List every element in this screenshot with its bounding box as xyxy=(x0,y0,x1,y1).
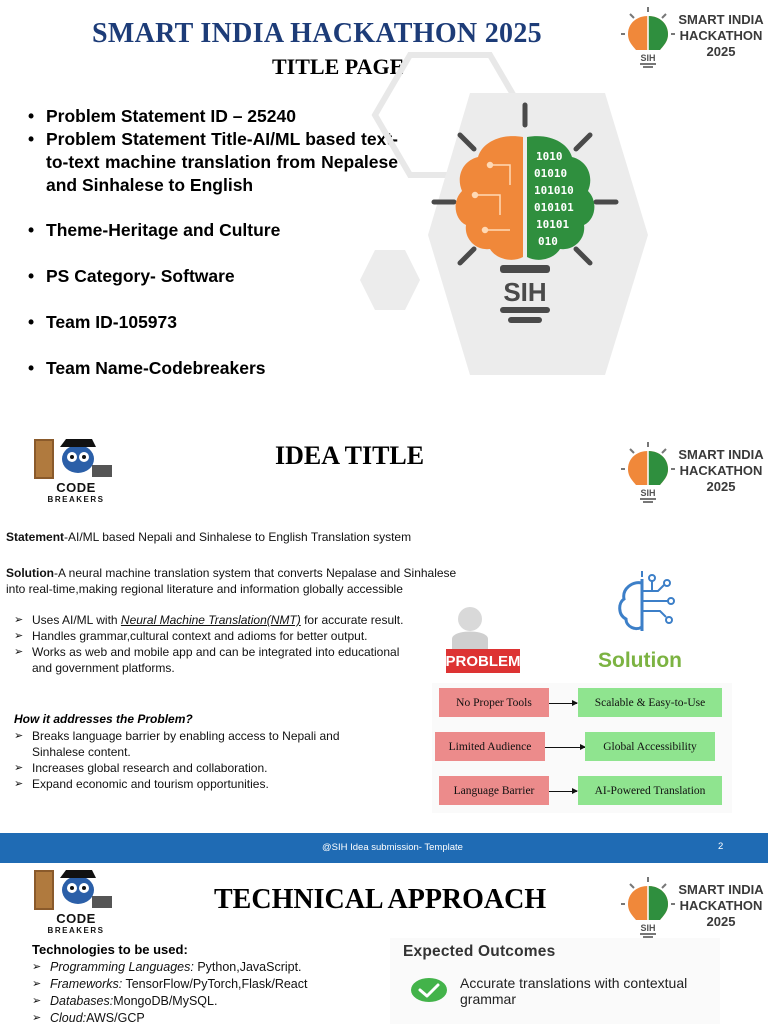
slide-subtitle: TITLE PAGE xyxy=(272,54,405,79)
list-item: ➢ Programming Languages: Python,JavaScript. xyxy=(32,959,307,976)
solution-box: AI-Powered Translation xyxy=(578,776,722,805)
bullet-ps-title: • Problem Statement Title-AI/ML based text-to-text machine translation from Nepalese and Sinhalese to English xyxy=(28,128,398,197)
bullet-team-name: • Team Name-Codebreakers xyxy=(28,357,398,380)
svg-text:SIH: SIH xyxy=(503,277,547,307)
outcomes-heading: Expected Outcomes xyxy=(403,943,556,960)
tech-list xyxy=(32,959,307,1024)
hacker-mascot-icon xyxy=(26,866,126,912)
solution-graphic-label: Solution xyxy=(598,649,682,672)
svg-text:101010: 101010 xyxy=(534,184,574,197)
problem-solution-flow xyxy=(432,683,732,813)
sih-bulb-icon xyxy=(620,441,676,503)
problem-illustration xyxy=(430,599,526,679)
title-page-bullets xyxy=(28,105,398,380)
bullet-team-id: • Team ID-105973 xyxy=(28,311,398,334)
sih-logo xyxy=(620,441,768,501)
codebreakers-logo: CODE BREAKERS xyxy=(26,866,126,942)
footer-text: @SIH Idea submission- Template xyxy=(322,842,463,853)
brain-bulb-graphic xyxy=(350,45,660,385)
footer-bar xyxy=(0,833,768,863)
sih-logo-text: SMART INDIA HACKATHON 2025 xyxy=(678,882,764,929)
ai-brain-icon xyxy=(612,571,682,641)
sih-logo xyxy=(620,876,768,936)
page-number: 2 xyxy=(718,841,724,852)
bullet-category: • PS Category- Software xyxy=(28,265,398,288)
sih-bulb-icon xyxy=(620,876,676,938)
expected-outcomes-panel xyxy=(390,938,720,1024)
sih-logo-text: SMART INDIA HACKATHON 2025 xyxy=(678,12,764,59)
list-item: ➢ Expand economic and tourism opportunities. xyxy=(14,776,374,792)
problem-box: No Proper Tools xyxy=(439,688,549,717)
flow-arrow xyxy=(549,791,577,792)
slide-technical-approach xyxy=(0,864,768,1024)
flow-arrow xyxy=(545,747,585,748)
solution-box: Scalable & Easy-to-Use xyxy=(578,688,722,717)
list-item: ➢ Increases global research and collaboration. xyxy=(14,760,374,776)
svg-text:10101: 10101 xyxy=(536,218,570,231)
statement-text: Statement-AI/ML based Nepali and Sinhalese to English Translation system xyxy=(6,530,412,544)
tech-heading: Technologies to be used: xyxy=(32,942,188,957)
solution-box: Global Accessibility xyxy=(585,732,715,761)
bullet-theme: • Theme-Heritage and Culture xyxy=(28,219,398,242)
solution-text: Solution-A neural machine translation system that converts Nepalase and Sinhalese into real-time,making regional literature and information globally accessible xyxy=(6,566,457,596)
slide-title: TECHNICAL APPROACH xyxy=(214,884,547,915)
problem-box: Language Barrier xyxy=(439,776,549,805)
list-item: ➢ Breaks language barrier by enabling access to Nepali and Sinhalese content. xyxy=(14,728,374,760)
bullet-ps-id: • Problem Statement ID – 25240 xyxy=(28,105,398,128)
how-heading: How it addresses the Problem? xyxy=(14,712,193,726)
outcome-item: Accurate translations with contextual grammar xyxy=(460,975,688,1007)
svg-text:010101: 010101 xyxy=(534,201,574,214)
check-icon xyxy=(410,977,448,1003)
list-item: ➢ Frameworks: TensorFlow/PyTorch,Flask/React xyxy=(32,976,307,993)
svg-text:01010: 01010 xyxy=(534,167,568,180)
svg-text:010: 010 xyxy=(538,235,558,248)
slide-title: SMART INDIA HACKATHON 2025 xyxy=(92,18,542,49)
list-item: ➢ Databases:MongoDB/MySQL. xyxy=(32,993,307,1010)
list-item: ➢ Handles grammar,cultural context and adioms for better output. xyxy=(14,628,414,644)
feature-list xyxy=(14,612,414,676)
hacker-mascot-icon xyxy=(26,435,126,481)
slide-title-page xyxy=(0,0,768,430)
slide-idea-title xyxy=(0,431,768,863)
slide-title: IDEA TITLE xyxy=(275,441,425,470)
how-list xyxy=(14,728,374,792)
svg-text:SIH: SIH xyxy=(640,53,656,63)
sih-logo-text: SMART INDIA HACKATHON 2025 xyxy=(678,447,764,494)
flow-arrow xyxy=(549,703,577,704)
codebreakers-logo: CODE BREAKERS xyxy=(26,435,126,511)
problem-box: Limited Audience xyxy=(435,732,545,761)
svg-text:1010: 1010 xyxy=(536,150,563,163)
list-item: ➢ Works as web and mobile app and can be integrated into educational and government platforms. xyxy=(14,644,414,676)
svg-text:PROBLEM: PROBLEM xyxy=(445,653,521,670)
list-item: ➢ Uses AI/ML with Neural Machine Translation(NMT) for accurate result. xyxy=(14,612,414,628)
svg-text:SIH: SIH xyxy=(640,923,656,933)
svg-text:SIH: SIH xyxy=(640,488,656,498)
list-item: ➢ Cloud:AWS/GCP xyxy=(32,1010,307,1024)
